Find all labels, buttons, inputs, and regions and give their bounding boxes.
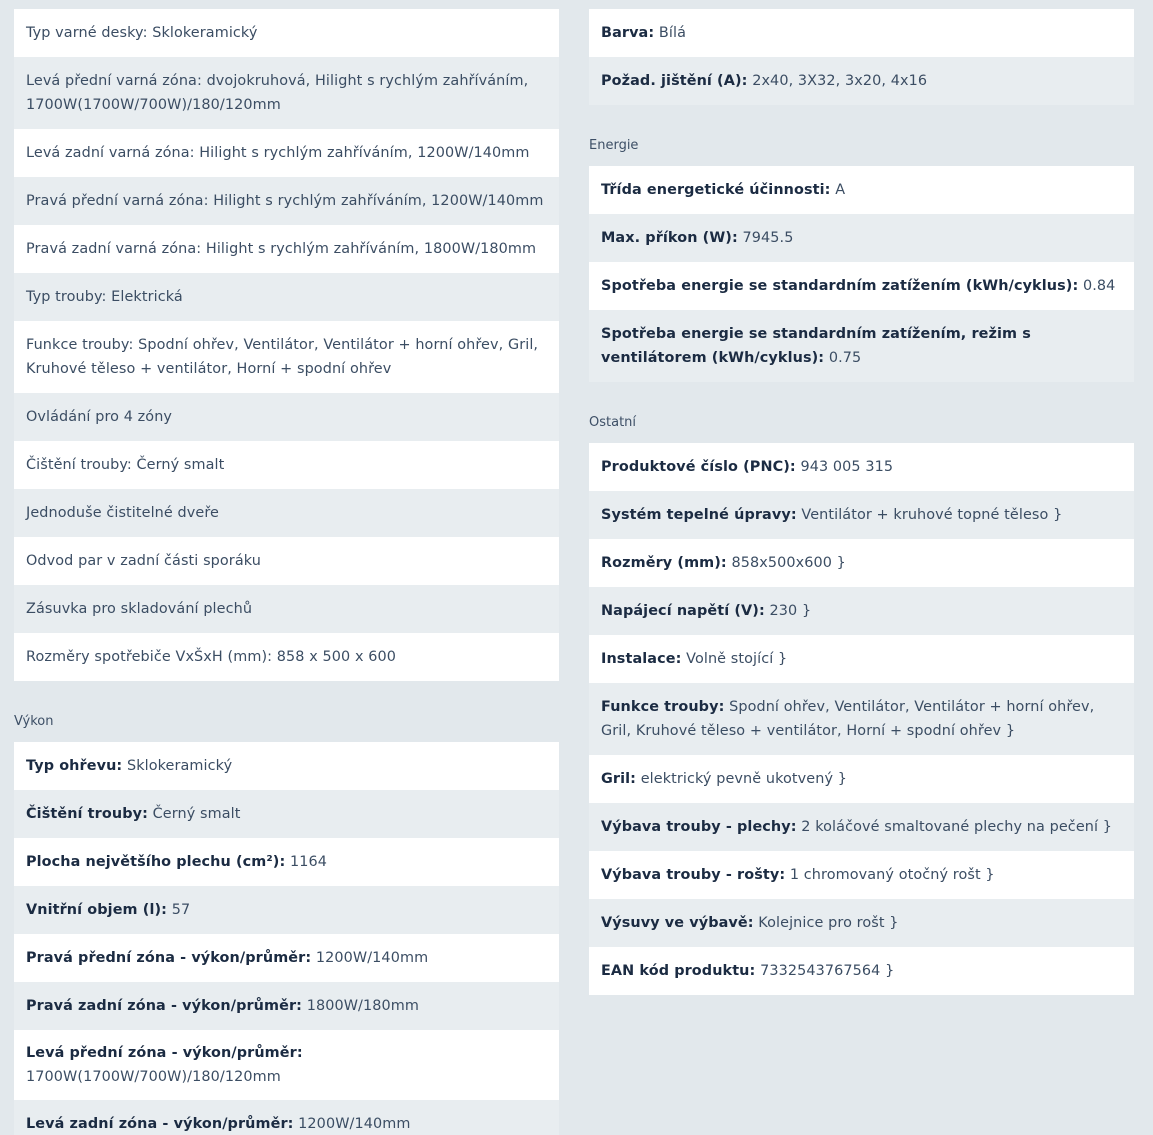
feature-row bbox=[14, 537, 559, 585]
spec-key: Funkce trouby: bbox=[601, 699, 725, 715]
feature-text: Typ varné desky: Sklokeramický bbox=[26, 25, 258, 41]
spec-key: Výbava trouby - rošty: bbox=[601, 867, 786, 883]
feature-text: Levá přední varná zóna: dvojokruhová, Hilight s rychlým zahříváním, 1700W(1700W/700W)/180/120mm bbox=[26, 73, 529, 113]
spec-value: Černý smalt bbox=[147, 806, 241, 822]
feature-text: Odvod par v zadní části sporáku bbox=[26, 553, 261, 569]
spec-value: 943 005 315 bbox=[795, 459, 894, 475]
spec-value: 0.75 bbox=[824, 350, 862, 366]
spec-row bbox=[589, 539, 1134, 587]
spec-row bbox=[14, 790, 559, 838]
spec-key: Rozměry (mm): bbox=[601, 555, 727, 571]
feature-text: Typ trouby: Elektrická bbox=[26, 289, 183, 305]
spec-value: 57 bbox=[167, 902, 191, 918]
spec-row bbox=[589, 166, 1134, 214]
feature-row bbox=[14, 177, 559, 225]
feature-list bbox=[14, 9, 559, 681]
vykon-spec-list bbox=[14, 742, 559, 1135]
spec-key: Gril: bbox=[601, 771, 637, 787]
section-title-vykon: Výkon bbox=[14, 714, 54, 729]
right-column bbox=[589, 9, 1134, 995]
spec-row bbox=[589, 587, 1134, 635]
spec-value: 1200W/140mm bbox=[293, 1116, 411, 1132]
feature-text: Levá zadní varná zóna: Hilight s rychlým zahříváním, 1200W/140mm bbox=[26, 145, 530, 161]
spec-value: 1700W(1700W/700W)/180/120mm bbox=[26, 1069, 281, 1085]
spec-key: EAN kód produktu: bbox=[601, 963, 756, 979]
spec-value: A bbox=[830, 182, 846, 198]
general-spec-list bbox=[589, 9, 1134, 105]
spec-value: 0.84 bbox=[1078, 278, 1116, 294]
spec-row bbox=[14, 1030, 559, 1100]
spec-row bbox=[589, 214, 1134, 262]
spec-value: 1164 bbox=[285, 854, 328, 870]
spec-key: Barva: bbox=[601, 25, 655, 41]
spec-row bbox=[589, 57, 1134, 105]
feature-text: Pravá zadní varná zóna: Hilight s rychlým zahříváním, 1800W/180mm bbox=[26, 241, 537, 257]
feature-text: Rozměry spotřebiče VxŠxH (mm): 858 x 500 x 600 bbox=[26, 649, 397, 665]
spec-row bbox=[14, 838, 559, 886]
spec-key: Výbava trouby - plechy: bbox=[601, 819, 797, 835]
feature-row bbox=[14, 585, 559, 633]
feature-text: Zásuvka pro skladování plechů bbox=[26, 601, 253, 617]
spec-row bbox=[589, 755, 1134, 803]
spec-key: Pravá zadní zóna - výkon/průměr: bbox=[26, 998, 303, 1014]
spec-key: Napájecí napětí (V): bbox=[601, 603, 765, 619]
spec-value: 1200W/140mm bbox=[311, 950, 429, 966]
spec-row bbox=[589, 491, 1134, 539]
spec-value: 1 chromovaný otočný rošt } bbox=[785, 867, 995, 883]
spec-value: 7945.5 bbox=[737, 230, 794, 246]
spec-value: Kolejnice pro rošt } bbox=[753, 915, 899, 931]
energie-spec-list bbox=[589, 166, 1134, 382]
spec-key: Třída energetické účinnosti: bbox=[601, 182, 831, 198]
feature-text: Ovládání pro 4 zóny bbox=[26, 409, 173, 425]
spec-key: Levá přední zóna - výkon/průměr: bbox=[26, 1045, 303, 1061]
feature-text: Pravá přední varná zóna: Hilight s rychlým zahříváním, 1200W/140mm bbox=[26, 193, 544, 209]
spec-row bbox=[589, 683, 1134, 755]
feature-row bbox=[14, 225, 559, 273]
spec-row bbox=[14, 742, 559, 790]
section-title-ostatni: Ostatní bbox=[589, 415, 637, 430]
spec-row bbox=[589, 851, 1134, 899]
spec-row bbox=[589, 262, 1134, 310]
feature-text: Čištění trouby: Černý smalt bbox=[26, 457, 225, 473]
spec-value: 2 koláčové smaltované plechy na pečení } bbox=[796, 819, 1113, 835]
spec-row bbox=[589, 899, 1134, 947]
feature-text: Jednoduše čistitelné dveře bbox=[26, 505, 219, 521]
spec-key: Vnitřní objem (l): bbox=[26, 902, 168, 918]
spec-key: Levá zadní zóna - výkon/průměr: bbox=[26, 1116, 294, 1132]
spec-row bbox=[589, 635, 1134, 683]
feature-row bbox=[14, 129, 559, 177]
spec-key: Max. příkon (W): bbox=[601, 230, 738, 246]
spec-key: Systém tepelné úpravy: bbox=[601, 507, 797, 523]
spec-value: 2x40, 3X32, 3x20, 4x16 bbox=[747, 73, 928, 89]
spec-value: Volně stojící } bbox=[681, 651, 788, 667]
feature-row bbox=[14, 393, 559, 441]
spec-key: Instalace: bbox=[601, 651, 682, 667]
spec-key: Typ ohřevu: bbox=[26, 758, 123, 774]
spec-key: Plocha největšího plechu (cm²): bbox=[26, 854, 286, 870]
spec-value: Ventilátor + kruhové topné těleso } bbox=[796, 507, 1063, 523]
spec-key: Požad. jištění (A): bbox=[601, 73, 748, 89]
spec-row bbox=[14, 982, 559, 1030]
spec-key: Výsuvy ve výbavě: bbox=[601, 915, 754, 931]
feature-row bbox=[14, 489, 559, 537]
spec-value: elektrický pevně ukotvený } bbox=[636, 771, 848, 787]
spec-value: 1800W/180mm bbox=[302, 998, 420, 1014]
section-title-energie: Energie bbox=[589, 138, 639, 153]
feature-row bbox=[14, 321, 559, 393]
spec-key: Pravá přední zóna - výkon/průměr: bbox=[26, 950, 312, 966]
feature-row bbox=[14, 57, 559, 129]
spec-row bbox=[14, 934, 559, 982]
feature-row bbox=[14, 441, 559, 489]
spec-row bbox=[589, 803, 1134, 851]
spec-row bbox=[589, 310, 1134, 382]
feature-row bbox=[14, 273, 559, 321]
feature-row bbox=[14, 9, 559, 57]
spec-key: Čištění trouby: bbox=[26, 806, 148, 822]
spec-row bbox=[589, 443, 1134, 491]
spec-value: 230 } bbox=[764, 603, 812, 619]
spec-key: Spotřeba energie se standardním zatížením, režim s ventilátorem (kWh/cyklus): bbox=[601, 326, 1031, 366]
spec-row bbox=[589, 947, 1134, 995]
feature-text: Funkce trouby: Spodní ohřev, Ventilátor, Ventilátor + horní ohřev, Gril, Kruhové těleso + ventilátor, Horní + spodní ohřev bbox=[26, 337, 539, 377]
feature-row bbox=[14, 633, 559, 681]
spec-value: Sklokeramický bbox=[122, 758, 233, 774]
ostatni-spec-list bbox=[589, 443, 1134, 995]
spec-key: Spotřeba energie se standardním zatížením (kWh/cyklus): bbox=[601, 278, 1079, 294]
spec-key: Produktové číslo (PNC): bbox=[601, 459, 796, 475]
spec-value: Spodní ohřev, Ventilátor, Ventilátor + horní ohřev, Gril, Kruhové těleso + ventilátor, Horní + spodní ohřev } bbox=[601, 699, 1095, 739]
spec-value: 858x500x600 } bbox=[726, 555, 846, 571]
spec-value: 7332543767564 } bbox=[755, 963, 895, 979]
spec-row bbox=[14, 886, 559, 934]
spec-row bbox=[589, 9, 1134, 57]
left-column bbox=[14, 9, 559, 1135]
spec-row bbox=[14, 1100, 559, 1135]
spec-value: Bílá bbox=[654, 25, 686, 41]
